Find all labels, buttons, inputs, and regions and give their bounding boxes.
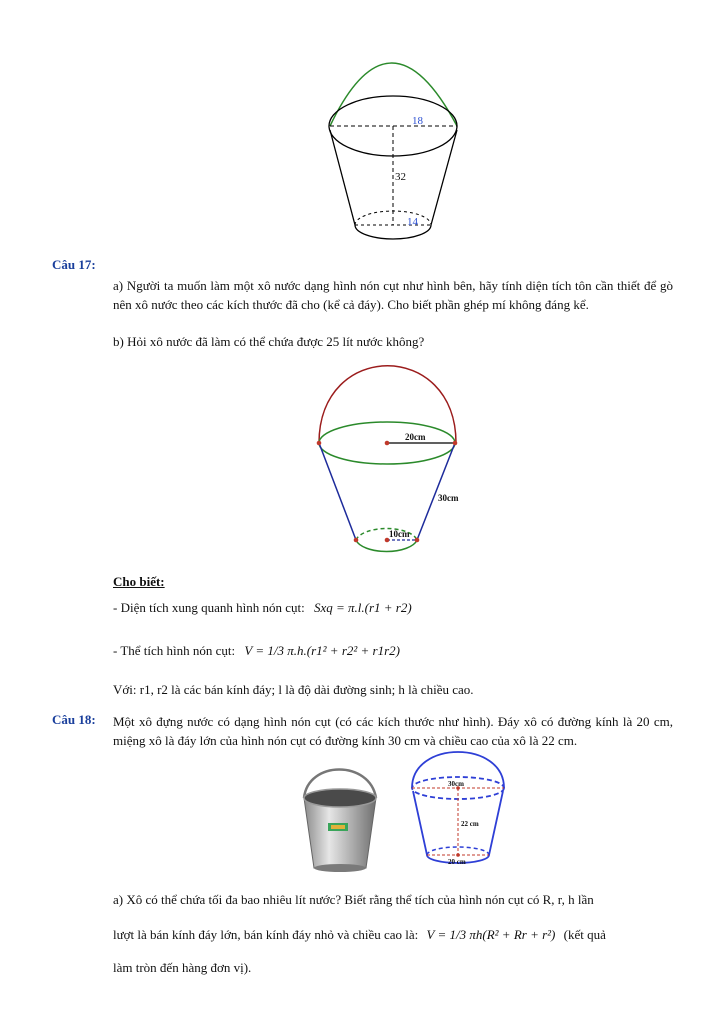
- question-17-label: Câu 17:: [52, 257, 96, 272]
- formula-area: Sxq = π.l.(r1 + r2): [313, 600, 412, 615]
- label-22cm: 22 cm: [461, 820, 479, 828]
- point-top-left: [317, 441, 322, 446]
- handle-arc: [330, 63, 457, 126]
- part-a-text-post: (kết quả: [563, 927, 606, 942]
- question-18-part-a-line1: a) Xô có thể chứa tối đa bao nhiêu lít nước? Biết rằng thể tích của hình nón cụt có R, r, h lần: [113, 892, 594, 907]
- handle-arc: [319, 366, 456, 443]
- formula-area-row: [113, 598, 412, 617]
- bucket-photo: [298, 768, 383, 873]
- label-18: 18: [412, 115, 423, 127]
- point-bottom-right: [415, 538, 420, 543]
- question-18-label: Câu 18:: [52, 712, 96, 727]
- given-title: Cho biết:: [113, 574, 165, 589]
- formula-volume: V = 1/3 π.h.(r1² + r2² + r1r2): [244, 643, 400, 658]
- part-a-formula: V = 1/3 πh(R² + Rr + r²): [426, 927, 556, 942]
- label-30cm: 30cm: [448, 780, 464, 788]
- question-17-part-b: b) Hỏi xô nước đã làm có thể chứa được 25 lít nước không?: [113, 334, 425, 349]
- question-18-text: Một xô đựng nước có dạng hình nón cụt (có các kích thước như hình). Đáy xô có đường kính là 20 cm, miệng xô là đáy lớn của hình nón cụt có đường kính 30 cm và chiều cao của xô là 22 cm.: [113, 714, 673, 748]
- formula-area-text: - Diện tích xung quanh hình nón cụt:: [113, 600, 305, 615]
- question-18-part-a-line3: làm tròn đến hàng đơn vị).: [113, 960, 252, 975]
- label-14: 14: [407, 216, 418, 228]
- label-30cm: 30cm: [438, 493, 459, 503]
- point-bottom-center: [456, 853, 460, 857]
- figure-bucket-2: [310, 360, 470, 560]
- photo-rim: [304, 789, 376, 807]
- formula-volume-row: [113, 641, 400, 660]
- figure-bucket-3: [408, 750, 508, 870]
- label-10cm: 10cm: [389, 529, 410, 539]
- left-side: [413, 791, 427, 855]
- figure-bucket-1: [300, 40, 480, 245]
- point-bottom-left: [354, 538, 359, 543]
- part-a-text-pre: lượt là bán kính đáy lớn, bán kính đáy nhỏ và chiều cao là:: [113, 927, 419, 942]
- right-side: [489, 791, 503, 855]
- label-32: 32: [395, 171, 406, 183]
- point-top-center: [385, 441, 390, 446]
- variables-note: Với: r1, r2 là các bán kính đáy; l là độ dài đường sinh; h là chiều cao.: [113, 682, 474, 697]
- bottom-front: [355, 225, 431, 239]
- point-top-right: [453, 441, 458, 446]
- label-20cm: 20cm: [405, 432, 426, 442]
- photo-bottom: [314, 864, 366, 872]
- photo-body: [304, 798, 376, 868]
- photo-sticker-inner: [331, 825, 345, 829]
- label-20cm: 20 cm: [448, 858, 466, 866]
- question-17-part-a: a) Người ta muốn làm một xô nước dạng hình nón cụt như hình bên, hãy tính diện tích tôn cần thiết để gò nên xô nước theo các kích thước đã cho (kể cả đáy). Cho biết phần ghép mí không đáng kể.: [113, 278, 673, 312]
- formula-volume-text: - Thể tích hình nón cụt:: [113, 643, 236, 658]
- question-18-part-a-line2: [113, 925, 606, 944]
